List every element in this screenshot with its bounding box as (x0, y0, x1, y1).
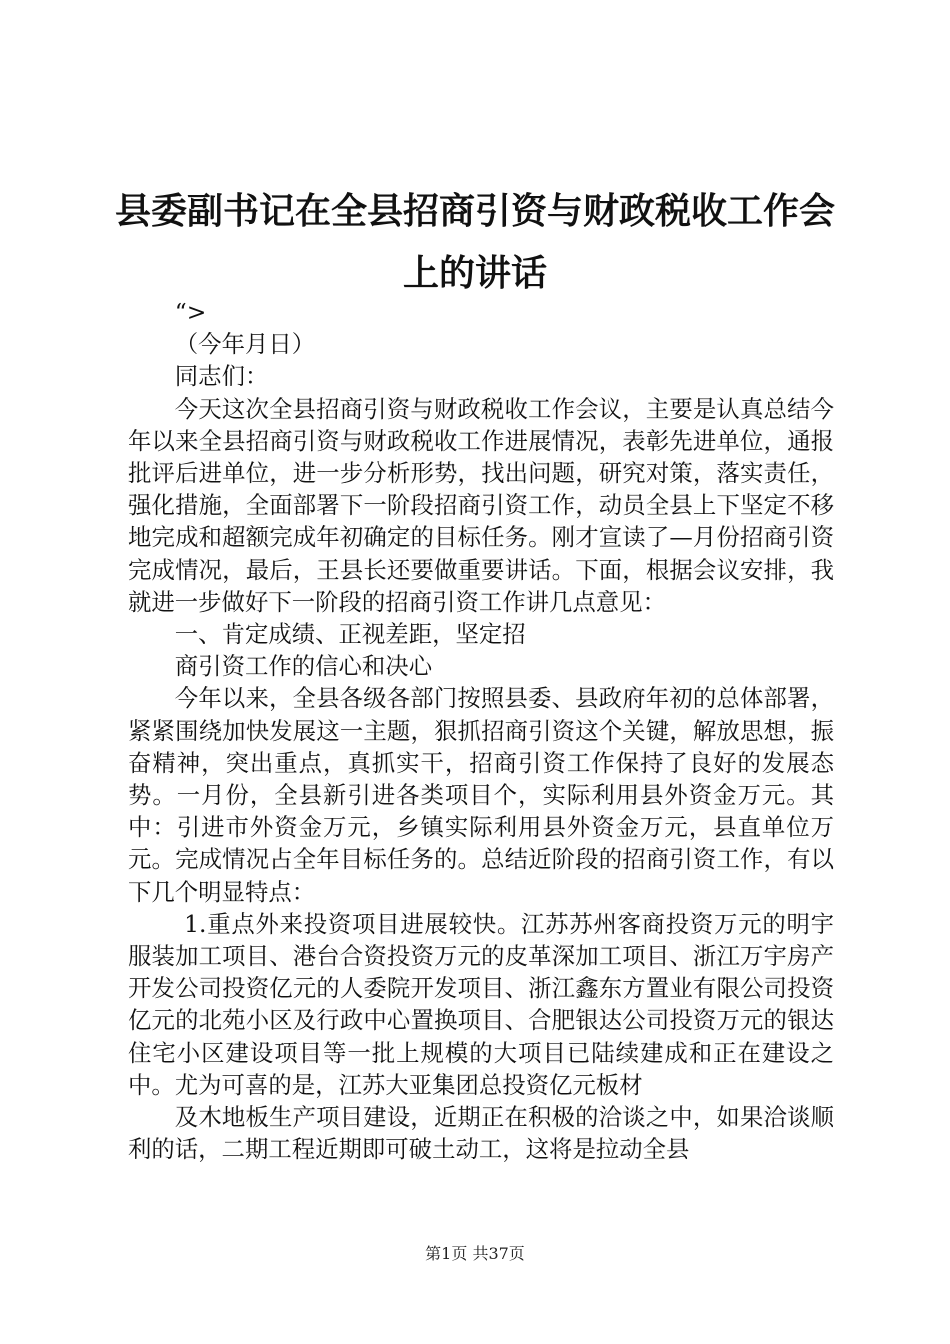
paragraph-point-1: 1.重点外来投资项目进展较快。江苏苏州客商投资万元的明宇服装加工项目、港台合资投资万元的皮革深加工项目、浙江万宇房产开发公司投资亿元的人委院开发项目、浙江鑫东方置业有限公司投资亿元的北苑小区及行政中心置换项目、合肥银达公司投资万元的银达住宅小区建设项目等一批上规模的大项目已陆续建成和正在建设之中。尤为可喜的是，江苏大亚集团总投资亿元板材 (128, 909, 834, 1099)
quote-mark-line: “> (174, 298, 207, 326)
paragraph-intro: 今天这次全县招商引资与财政税收工作会议，主要是认真总结今年以来全县招商引资与财政税收工作进展情况，表彰先进单位，通报批评后进单位，进一步分析形势，找出问题，研究对策，落实责任，强化措施，全面部署下一阶段招商引资工作，动员全县上下坚定不移地完成和超额完成年初确定的目标任务。刚才宣读了—月份招商引资完成情况，最后，王县长还要做重要讲话。下面，根据会议安排，我就进一步做好下一阶段的招商引资工作讲几点意见： (128, 394, 834, 616)
salutation: 同志们： (174, 362, 269, 391)
document-title: 县委副书记在全县招商引资与财政税收工作会上的讲话 (114, 190, 835, 294)
section-heading-line-2: 商引资工作的信心和决心 (174, 652, 433, 681)
section-heading-line-1: 一、肯定成绩、正视差距，坚定招 (174, 620, 526, 649)
document-body (128, 296, 834, 1165)
paragraph-progress: 今年以来，全县各级各部门按照县委、县政府年初的总体部署，紧紧围绕加快发展这一主题，狠抓招商引资这个关键，解放思想，振奋精神，突出重点，真抓实干，招商引资工作保持了良好的发展态势。一月份，全县新引进各类项目个，实际利用县外资金万元。其中：引进市外资金万元，乡镇实际利用县外资金万元，县直单位万元。完成情况占全年目标任务的。总结近阶段的招商引资工作，有以下几个明显特点： (128, 684, 834, 906)
paragraph-continuation: 及木地板生产项目建设，近期正在积极的洽谈之中，如果洽谈顺利的话，二期工程近期即可破土动工，这将是拉动全县 (128, 1103, 834, 1164)
page-number-footer: 第1页 共37页 (425, 1244, 525, 1263)
date-line: （今年月日） (174, 330, 316, 359)
